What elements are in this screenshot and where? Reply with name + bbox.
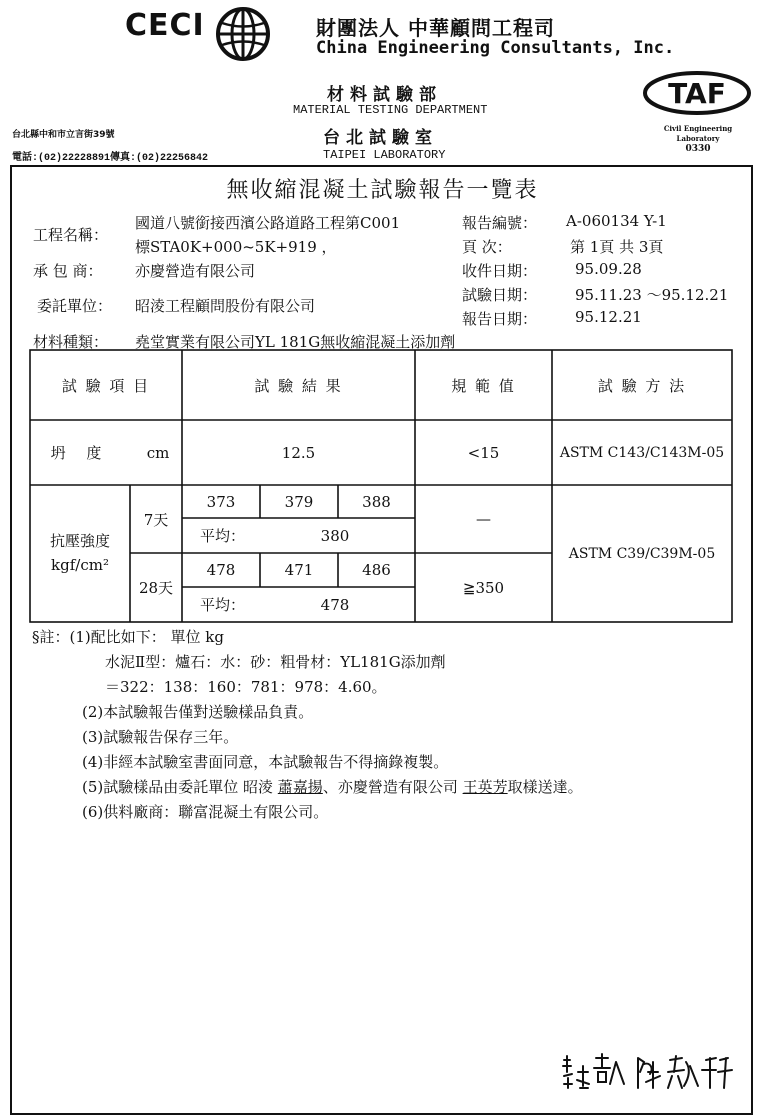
- note-5-sampler-1: 蕭嘉揚: [277, 778, 323, 796]
- strength-item: 抗壓強度: [49, 531, 110, 550]
- note-6: (6)供料廠商：聯富混凝土有限公司。: [82, 803, 329, 821]
- material-label: 材料種類：: [33, 333, 109, 351]
- received-label: 收件日期：: [462, 262, 538, 280]
- value-28d-3: 486: [362, 561, 391, 579]
- report-date-label: 報告日期：: [462, 310, 538, 328]
- note-5-sampler-2: 王英芳: [462, 778, 508, 796]
- header-method: 試 驗 方 法: [597, 376, 687, 395]
- slump-spec: <15: [467, 443, 500, 462]
- report-no-value: A-060134 Y-1: [566, 212, 667, 230]
- strength-method: ASTM C39/C39M-05: [568, 545, 716, 562]
- note-5: [82, 776, 583, 797]
- value-7d-3: 388: [362, 492, 391, 511]
- project-line2: 標STA0K+000~5K+919 ，: [135, 238, 337, 256]
- value-7d-2: 379: [284, 492, 314, 511]
- strength-unit: kgf/cm²: [51, 556, 109, 574]
- note-1-title: §註：(1)配比如下： 單位 kg: [32, 628, 224, 646]
- client-value: 昭淩工程顧問股份有限公司: [135, 297, 316, 315]
- value-28d-2: 471: [284, 561, 314, 579]
- lab-name-zh: 台北試驗室: [323, 128, 438, 148]
- page-value: 第 1頁 共 3頁: [570, 238, 664, 256]
- ceci-logo-text: CECI: [125, 8, 205, 43]
- lab-name-en: TAIPEI LABORATORY: [323, 148, 446, 162]
- note-4: (4)非經本試驗室書面同意，本試驗報告不得摘錄複製。: [82, 753, 449, 771]
- header-spec: 規 範 值: [451, 376, 516, 395]
- contractor-label: 承 包 商：: [33, 262, 103, 280]
- material-value: 堯堂實業有限公司YL 181G無收縮混凝土添加劑: [135, 333, 456, 351]
- header-test-result: 試 驗 結 果: [254, 376, 343, 395]
- note-5-pre: (5)試驗樣品由委託單位 昭淩: [82, 778, 278, 796]
- report-date-value: 95.12.21: [575, 308, 642, 326]
- contractor-value: 亦慶營造有限公司: [135, 262, 256, 280]
- test-date-label: 試驗日期：: [462, 286, 538, 304]
- spec-7d: —: [476, 510, 491, 528]
- org-name-zh: 財團法人 中華顧問工程司: [316, 16, 555, 40]
- note-5-mid: 、亦慶營造有限公司: [322, 778, 463, 796]
- org-name-en: China Engineering Consultants, Inc.: [316, 38, 675, 58]
- value-28d-1: 478: [206, 561, 236, 579]
- dept-name-zh: 材料試驗部: [327, 85, 442, 105]
- slump-unit: cm: [146, 443, 170, 462]
- test-date-value: 95.11.23 ～95.12.21: [575, 286, 729, 304]
- project-line1: 國道八號銜接西濱公路道路工程第C001: [135, 214, 401, 232]
- taf-caption-1: Civil Engineering: [663, 124, 733, 133]
- report-no-label: 報告編號：: [462, 214, 538, 232]
- taf-caption-3: 0330: [685, 144, 711, 154]
- avg-28d-value: 478: [320, 595, 350, 614]
- note-3: (3)試驗報告保存三年。: [82, 728, 239, 746]
- phone-fax: 電話:(02)22228891傳真:(02)22256842: [12, 153, 209, 164]
- avg-28d-label: 平均：: [200, 596, 246, 614]
- note-1-ratio: ＝322：138：160：781：978：4.60。: [105, 678, 387, 696]
- slump-method: ASTM C143/C143M-05: [559, 444, 725, 461]
- avg-7d-label: 平均：: [200, 527, 246, 545]
- received-value: 95.09.28: [575, 260, 642, 278]
- value-7d-1: 373: [206, 492, 236, 511]
- age-7d: 7天: [143, 510, 169, 529]
- note-1-mix: 水泥Ⅱ型：爐石：水：砂：粗骨材：YL181G添加劑: [105, 653, 446, 671]
- note-5-post: 取樣送達。: [507, 778, 583, 796]
- note-2: (2)本試驗報告僅對送驗樣品負責。: [82, 703, 314, 721]
- avg-7d-value: 380: [320, 526, 350, 545]
- taf-logo-text: TAF: [668, 77, 726, 110]
- age-28d: 28天: [138, 579, 174, 597]
- handwritten-signature: [560, 1048, 740, 1098]
- page-label: 頁 次：: [462, 238, 512, 256]
- taf-caption-2: Laboratory: [676, 134, 720, 143]
- client-label: 委託單位：: [37, 297, 113, 315]
- header-test-item: 試 驗 項 目: [61, 376, 151, 395]
- slump-result: 12.5: [281, 443, 316, 462]
- project-label: 工程名稱：: [33, 226, 109, 244]
- dept-name-en: MATERIAL TESTING DEPARTMENT: [293, 103, 488, 117]
- report-title: 無收縮混凝土試驗報告一覽表: [226, 178, 539, 203]
- address: 台北縣中和市立言街39號: [12, 130, 115, 140]
- spec-28d: ≧350: [462, 578, 505, 597]
- slump-item: 坍 度: [50, 444, 110, 462]
